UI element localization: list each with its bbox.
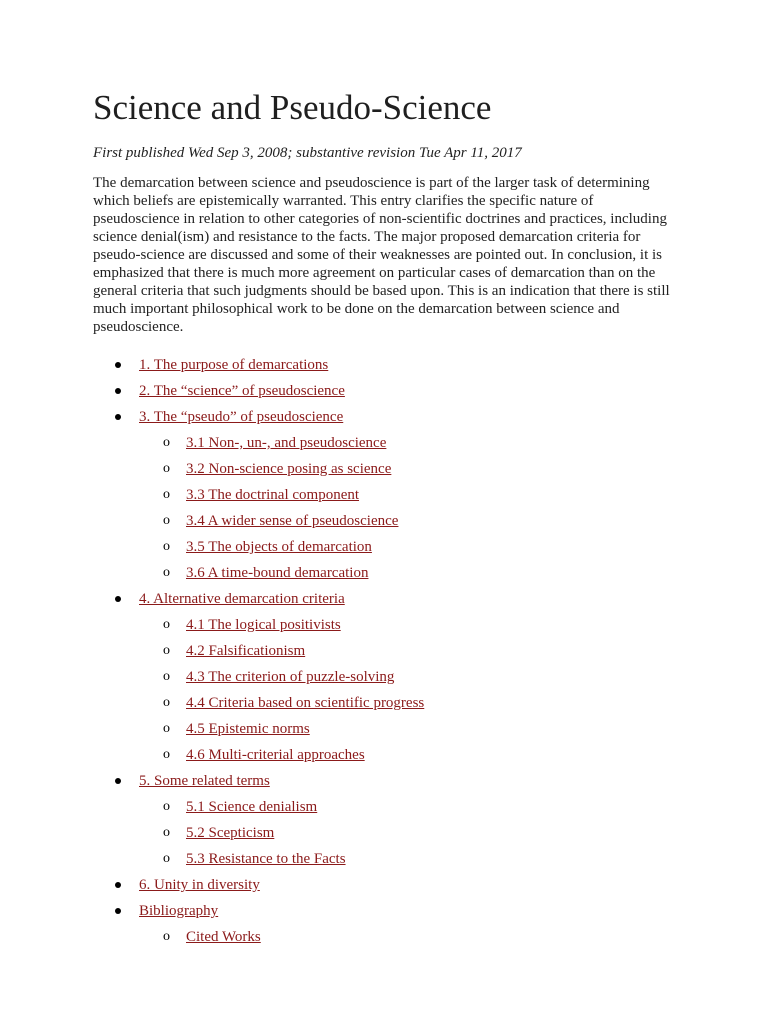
toc-sublink[interactable]: 5.1 Science denialism xyxy=(186,799,318,815)
toc-sublink[interactable]: 3.1 Non-, un-, and pseudoscience xyxy=(186,435,387,451)
circle-bullet-icon: o xyxy=(163,747,170,762)
circle-bullet-icon: o xyxy=(163,721,170,736)
circle-bullet-icon: o xyxy=(163,643,170,658)
circle-bullet-icon: o xyxy=(163,565,170,580)
bullet-icon xyxy=(115,882,121,888)
toc-link[interactable]: 5. Some related terms xyxy=(139,773,270,789)
circle-bullet-icon: o xyxy=(163,929,170,944)
preamble-paragraph: The demarcation between science and pseudoscience is part of the larger task of determining which beliefs are epistemically warranted. This entry clarifies the specific nature of pseudoscience in relation to other categories of non-scientific doctrines and practices, including science denial(ism) and resistance to the facts. The major proposed demarcation criteria for pseudo-science are discussed and some of their weaknesses are pointed out. In conclusion, it is emphasized that there is much more agreement on particular cases of demarcation than on the general criteria that such judgments should be based upon. This is an indication that there is still much important philosophical work to be done on the demarcation between science and pseudoscience. xyxy=(93,175,670,335)
toc-item xyxy=(93,352,675,378)
circle-bullet-icon: o xyxy=(163,487,170,502)
toc-link[interactable]: 2. The “science” of pseudoscience xyxy=(139,383,345,399)
toc-item xyxy=(93,898,675,924)
toc-sublink[interactable]: 3.4 A wider sense of pseudoscience xyxy=(186,513,399,529)
toc-sublink[interactable]: 3.6 A time-bound demarcation xyxy=(186,565,369,581)
toc-sublink[interactable]: 4.3 The criterion of puzzle-solving xyxy=(186,669,395,685)
toc-sublink[interactable]: Cited Works xyxy=(186,929,261,945)
toc-subitem xyxy=(93,430,675,456)
toc-sublink[interactable]: 4.6 Multi-criterial approaches xyxy=(186,747,365,763)
toc-item xyxy=(93,768,675,794)
toc-sublink[interactable]: 4.5 Epistemic norms xyxy=(186,721,310,737)
toc-subitem xyxy=(93,638,675,664)
toc-link[interactable]: Bibliography xyxy=(139,903,219,919)
circle-bullet-icon: o xyxy=(163,461,170,476)
toc-subitem xyxy=(93,560,675,586)
toc-link[interactable]: 4. Alternative demarcation criteria xyxy=(139,591,345,607)
toc-subitem xyxy=(93,664,675,690)
toc-subitem xyxy=(93,820,675,846)
toc-item xyxy=(93,404,675,430)
toc-subitem xyxy=(93,456,675,482)
toc-sublink[interactable]: 3.5 The objects of demarcation xyxy=(186,539,372,555)
bullet-icon xyxy=(115,908,121,914)
toc-subsection-container xyxy=(93,612,675,768)
toc-subitem xyxy=(93,742,675,768)
toc-subsection-container xyxy=(93,794,675,872)
circle-bullet-icon: o xyxy=(163,435,170,450)
bullet-icon xyxy=(115,388,121,394)
circle-bullet-icon: o xyxy=(163,617,170,632)
circle-bullet-icon: o xyxy=(163,799,170,814)
circle-bullet-icon: o xyxy=(163,851,170,866)
bullet-icon xyxy=(115,596,121,602)
toc-sublink[interactable]: 4.4 Criteria based on scientific progress xyxy=(186,695,425,711)
toc-sublink[interactable]: 4.2 Falsificationism xyxy=(186,643,306,659)
toc-link[interactable]: 3. The “pseudo” of pseudoscience xyxy=(139,409,344,425)
circle-bullet-icon: o xyxy=(163,669,170,684)
bullet-icon xyxy=(115,778,121,784)
toc-subitem xyxy=(93,612,675,638)
toc-subsection-container xyxy=(93,924,675,950)
toc-sublink[interactable]: 4.1 The logical positivists xyxy=(186,617,341,633)
toc-sublist xyxy=(93,794,675,872)
toc-subitem xyxy=(93,716,675,742)
circle-bullet-icon: o xyxy=(163,539,170,554)
toc-item xyxy=(93,872,675,898)
toc-subitem xyxy=(93,794,675,820)
toc-subitem xyxy=(93,508,675,534)
toc-sublist xyxy=(93,924,675,950)
circle-bullet-icon: o xyxy=(163,825,170,840)
toc-subitem xyxy=(93,846,675,872)
toc-subitem xyxy=(93,690,675,716)
toc-subitem xyxy=(93,482,675,508)
toc-sublink[interactable]: 3.2 Non-science posing as science xyxy=(186,461,392,477)
toc-sublink[interactable]: 3.3 The doctrinal component xyxy=(186,487,360,503)
toc-link[interactable]: 6. Unity in diversity xyxy=(139,877,260,893)
toc-sublink[interactable]: 5.2 Scepticism xyxy=(186,825,275,841)
table-of-contents xyxy=(93,352,675,950)
toc-sublist xyxy=(93,430,675,586)
toc-subsection-container xyxy=(93,430,675,586)
toc-subitem xyxy=(93,534,675,560)
toc-link[interactable]: 1. The purpose of demarcations xyxy=(139,357,329,373)
circle-bullet-icon: o xyxy=(163,695,170,710)
toc-subitem xyxy=(93,924,675,950)
publication-info: First published Wed Sep 3, 2008; substantive revision Tue Apr 11, 2017 xyxy=(93,145,522,161)
circle-bullet-icon: o xyxy=(163,513,170,528)
toc-item xyxy=(93,378,675,404)
toc-sublink[interactable]: 5.3 Resistance to the Facts xyxy=(186,851,346,867)
toc-sublist xyxy=(93,612,675,768)
bullet-icon xyxy=(115,362,121,368)
page-title: Science and Pseudo-Science xyxy=(93,88,492,127)
toc-item xyxy=(93,586,675,612)
bullet-icon xyxy=(115,414,121,420)
